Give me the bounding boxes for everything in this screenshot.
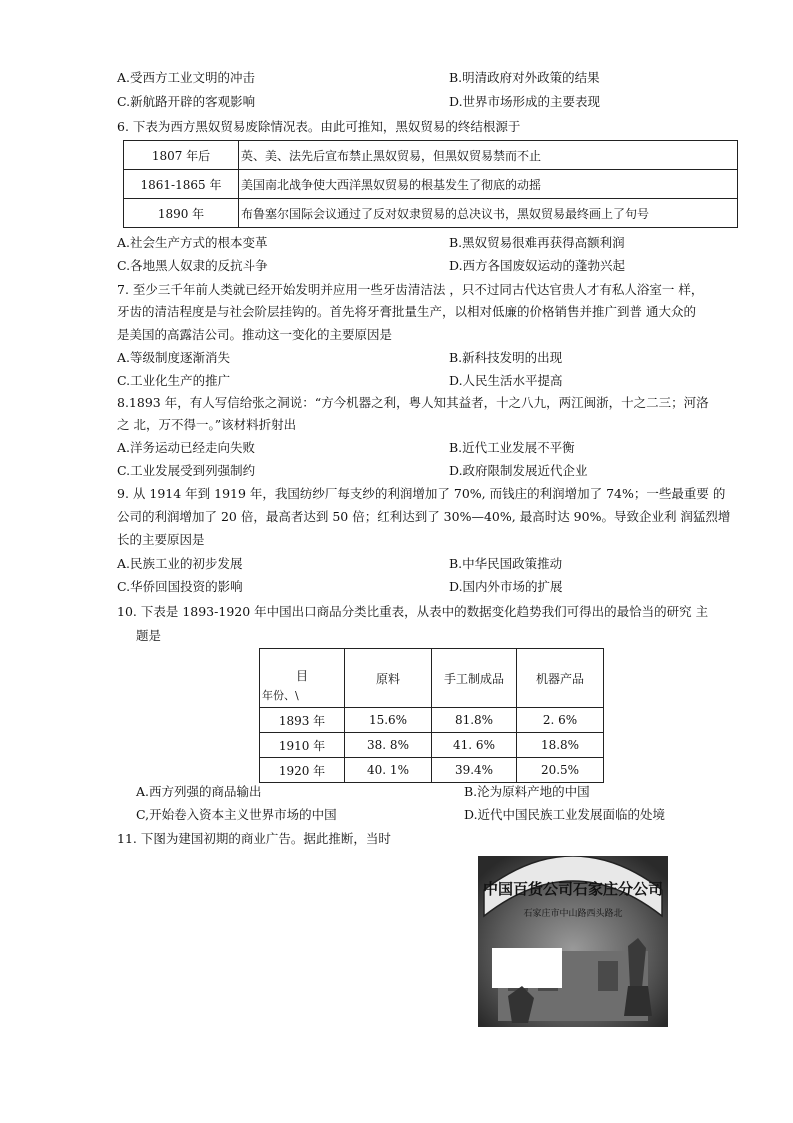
q9-stem-line2: 公司的利润增加了 20 倍，最高者达到 50 倍；红利达到了 30%—40%, 最高时达 90%。导致企业利 润猛烈增 (117, 509, 731, 524)
table-cell-year: 1890 年 (124, 199, 239, 228)
q7-stem-line1: 7. 至少三千年前人类就已经开始发明并应用一些牙齿清洁法 ，只不过同古代达官贵人才有私人浴室一 样， (117, 282, 704, 297)
q6-option-d: D.西方各国废奴运动的蓬勃兴起 (449, 258, 626, 273)
q9-stem-line3: 长的主要原因是 (117, 532, 205, 547)
q8-option-b: B.近代工业发展不平衡 (449, 440, 575, 455)
table-cell-year: 1861-1865 年 (124, 170, 239, 199)
q8-stem-line1: 8.1893 年，有人写信给张之洞说：“方今机器之利，粤人知其益者，十之八九，两江闽浙，十之二三；河洛 (117, 395, 709, 410)
header-item-label: 目 (296, 669, 309, 683)
q6-stem: 6. 下表为西方黑奴贸易废除情况表。由此可推知，黑奴贸易的终结根源于 (117, 119, 521, 134)
table-cell-machine: 2. 6% (517, 708, 604, 733)
table-row (124, 199, 738, 228)
q9-option-d: D.国内外市场的扩展 (449, 579, 563, 594)
table-cell-event: 布鲁塞尔国际会议通过了反对奴隶贸易的总决议书，黑奴贸易最终画上了句号 (239, 199, 738, 228)
header-handmade: 手工制成品 (432, 649, 517, 708)
table-cell-year: 1910 年 (260, 733, 345, 758)
q7-stem-line2: 牙齿的清洁程度是与社会阶层挂钩的。首先将牙膏批量生产，以相对低廉的价格销售并推广到普 通大众的 (117, 304, 696, 319)
table-header-row (260, 649, 604, 708)
q9-option-b: B.中华民国政策推动 (449, 556, 563, 571)
table-cell-event: 英、美、法先后宣布禁止黑奴贸易，但黑奴贸易禁而不止 (239, 141, 738, 170)
q8-option-c: C.工业发展受到列强制约 (117, 463, 256, 478)
advertisement-photo (478, 856, 668, 1027)
q7-option-b: B.新科技发明的出现 (449, 350, 563, 365)
table-cell-raw: 38. 8% (345, 733, 432, 758)
q9-stem-line1: 9. 从 1914 年到 1919 年，我国纺纱厂每支纱的利润增加了 70%, 而钱庄的利润增加了 74%；一些最重要 的 (117, 486, 726, 501)
q10-option-a: A.西方列强的商品输出 (136, 784, 262, 799)
q8-stem-line2: 之 北，万不得一。”该材料折射出 (117, 417, 297, 432)
q7-option-d: D.人民生活水平提高 (449, 373, 563, 388)
q5-option-a: A.受西方工业文明的冲击 (117, 70, 256, 85)
table-row (124, 170, 738, 199)
q6-option-a: A.社会生产方式的根本变革 (117, 235, 268, 250)
table-cell-hand: 41. 6% (432, 733, 517, 758)
q10-stem-line1: 10. 下表是 1893-1920 年中国出口商品分类比重表，从表中的数据变化趋势我们可得出的最恰当的研究 主 (117, 604, 709, 619)
table-row (260, 733, 604, 758)
table-cell-year: 1893 年 (260, 708, 345, 733)
ad-title: 中国百货公司石家庄分公司 (482, 880, 663, 898)
q7-stem-line3: 是美国的高露洁公司。推动这一变化的主要原因是 (117, 327, 393, 342)
q11-stem: 11. 下图为建国初期的商业广告。据此推断，当时 (117, 831, 391, 846)
table-cell-year: 1807 年后 (124, 141, 239, 170)
table-cell-hand: 81.8% (432, 708, 517, 733)
q10-option-d: D.近代中国民族工业发展面临的处境 (464, 807, 666, 822)
q9-option-c: C.华侨回国投资的影响 (117, 579, 243, 594)
header-machine: 机器产品 (517, 649, 604, 708)
q8-option-d: D.政府限制发展近代企业 (449, 463, 588, 478)
table-cell-raw: 40. 1% (345, 758, 432, 783)
table-row (260, 758, 604, 783)
table-cell-machine: 18.8% (517, 733, 604, 758)
table-cell-event: 美国南北战争使大西洋黑奴贸易的根基发生了彻底的动摇 (239, 170, 738, 199)
q10-stem-line2: 题是 (136, 628, 162, 643)
table-cell-raw: 15.6% (345, 708, 432, 733)
table-header-diagonal (260, 649, 345, 708)
q6-option-b: B.黑奴贸易很难再获得高额利润 (449, 235, 625, 250)
q10-table (259, 648, 604, 783)
table-cell-machine: 20.5% (517, 758, 604, 783)
q5-option-d: D.世界市场形成的主要表现 (449, 94, 601, 109)
table-row (124, 141, 738, 170)
q5-option-c: C.新航路开辟的客观影响 (117, 94, 256, 109)
ad-address: 石家庄市中山路西头路北 (523, 909, 623, 919)
header-year-label: 年份、\ (262, 689, 299, 702)
q10-option-c: C,开始卷入资本主义世界市场的中国 (136, 807, 337, 822)
q8-option-a: A.洋务运动已经走向失败 (117, 440, 256, 455)
q5-option-b: B.明清政府对外政策的结果 (449, 70, 600, 85)
table-row (260, 708, 604, 733)
q9-option-a: A.民族工业的初步发展 (117, 556, 243, 571)
q6-table (123, 140, 738, 228)
table-cell-year: 1920 年 (260, 758, 345, 783)
q7-option-c: C.工业化生产的推广 (117, 373, 231, 388)
q6-option-c: C.各地黑人奴隶的反抗斗争 (117, 258, 268, 273)
header-raw-material: 原料 (345, 649, 432, 708)
q7-option-a: A.等级制度逐渐消失 (117, 350, 231, 365)
table-cell-hand: 39.4% (432, 758, 517, 783)
q10-option-b: B.沦为原料产地的中国 (464, 784, 590, 799)
